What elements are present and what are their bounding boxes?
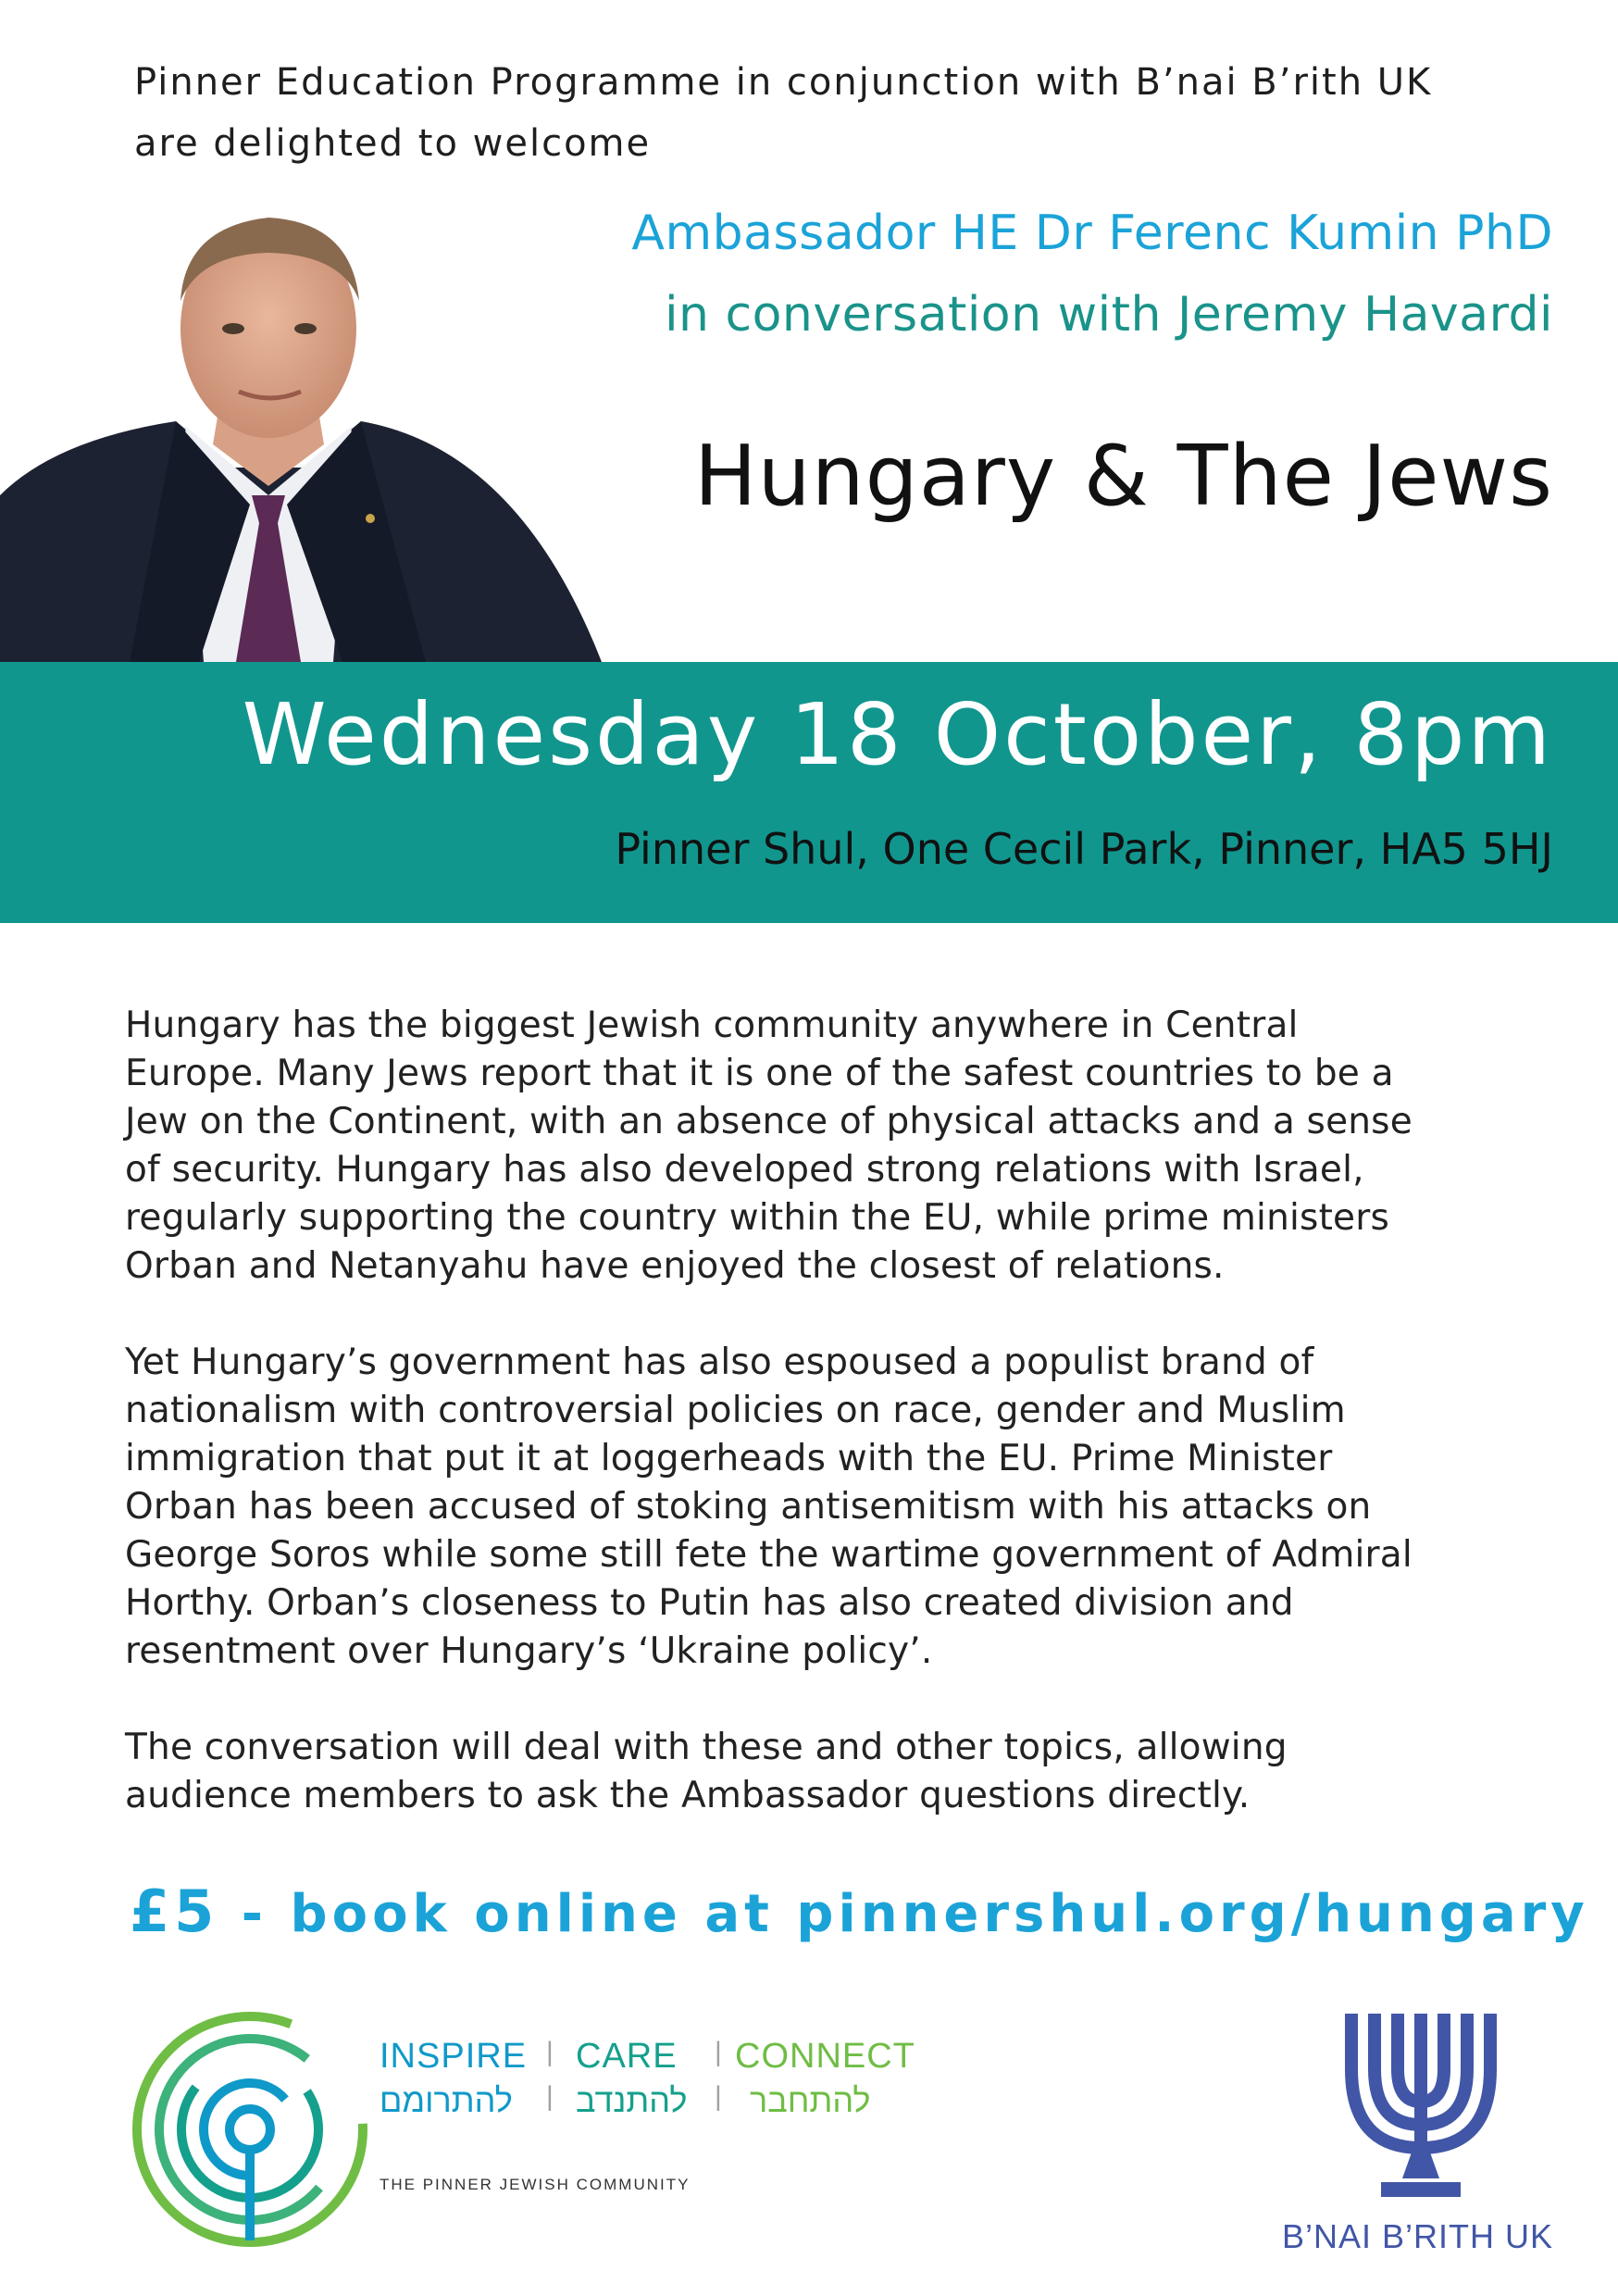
text-line: George Soros while some still fete the wartime government of Admiral bbox=[125, 1534, 1413, 1576]
event-date: Wednesday 18 October, 8pm bbox=[242, 685, 1553, 784]
slogan-inspire: INSPIRE bbox=[380, 2037, 528, 2076]
text-line: Jew on the Continent, with an absence of physical attacks and a sense bbox=[125, 1101, 1413, 1142]
text-line: Orban has been accused of stoking antisemitism with his attacks on bbox=[125, 1486, 1372, 1528]
intro-line: are delighted to welcome bbox=[134, 122, 652, 165]
slogan-separator: | bbox=[546, 2037, 554, 2067]
slogan-separator: | bbox=[546, 2081, 554, 2112]
slogan-separator: | bbox=[715, 2081, 722, 2112]
text-line: nationalism with controversial policies on race, gender and Muslim bbox=[125, 1390, 1346, 1431]
text-line: Hungary has the biggest Jewish community anywhere in Central bbox=[125, 1004, 1299, 1046]
menorah-icon bbox=[1324, 2014, 1518, 2208]
pinner-community-logo-icon bbox=[125, 2004, 375, 2254]
event-description bbox=[125, 954, 1550, 1868]
slogan-separator: | bbox=[715, 2037, 722, 2067]
conversation-partner: in conversation with Jeremy Havardi bbox=[665, 287, 1553, 343]
slogan-connect: CONNECT bbox=[735, 2037, 915, 2076]
community-name: THE PINNER JEWISH COMMUNITY bbox=[380, 2176, 691, 2193]
text-line: of security. Hungary has also developed strong relations with Israel, bbox=[125, 1149, 1364, 1191]
text-line: Yet Hungary’s government has also espoused a populist brand of bbox=[125, 1341, 1314, 1383]
text-line: The conversation will deal with these and other topics, allowing bbox=[125, 1727, 1288, 1768]
intro-line: Pinner Education Programme in conjunction with B’nai B’rith UK bbox=[134, 61, 1433, 104]
booking-line bbox=[130, 1878, 1589, 1945]
slogan-care: CARE bbox=[576, 2037, 678, 2076]
speaker-name: Ambassador HE Dr Ferenc Kumin PhD bbox=[631, 206, 1553, 261]
text-line: Orban and Netanyahu have enjoyed the closest of relations. bbox=[125, 1245, 1225, 1287]
ticket-price: £5 bbox=[130, 1878, 219, 1945]
text-line: regularly supporting the country within the EU, while prime ministers bbox=[125, 1197, 1390, 1239]
slogan-hebrew-care: להתנדב bbox=[576, 2081, 688, 2119]
event-title: Hungary & The Jews bbox=[693, 428, 1553, 525]
event-venue: Pinner Shul, One Cecil Park, Pinner, HA5 5HJ bbox=[615, 824, 1553, 874]
community-slogan bbox=[380, 2037, 916, 2126]
text-line: Horthy. Orban’s closeness to Putin has also created division and bbox=[125, 1582, 1294, 1624]
text-line: Europe. Many Jews report that it is one of the safest countries to be a bbox=[125, 1053, 1394, 1094]
intro-text bbox=[134, 52, 1560, 174]
slogan-hebrew-inspire: להתרומם bbox=[380, 2081, 513, 2119]
ambassador-portrait bbox=[0, 190, 602, 662]
text-line: resentment over Hungary’s ‘Ukraine policy’. bbox=[125, 1630, 933, 1672]
booking-text: - book online at pinnershul.org/hungary bbox=[218, 1884, 1589, 1944]
slogan-hebrew-connect: להתחבר bbox=[750, 2081, 871, 2119]
bnai-brith-label: B’NAI B’RITH UK bbox=[1282, 2217, 1554, 2255]
text-line: immigration that put it at loggerheads with the EU. Prime Minister bbox=[125, 1438, 1333, 1479]
text-line: audience members to ask the Ambassador questions directly. bbox=[125, 1775, 1251, 1816]
